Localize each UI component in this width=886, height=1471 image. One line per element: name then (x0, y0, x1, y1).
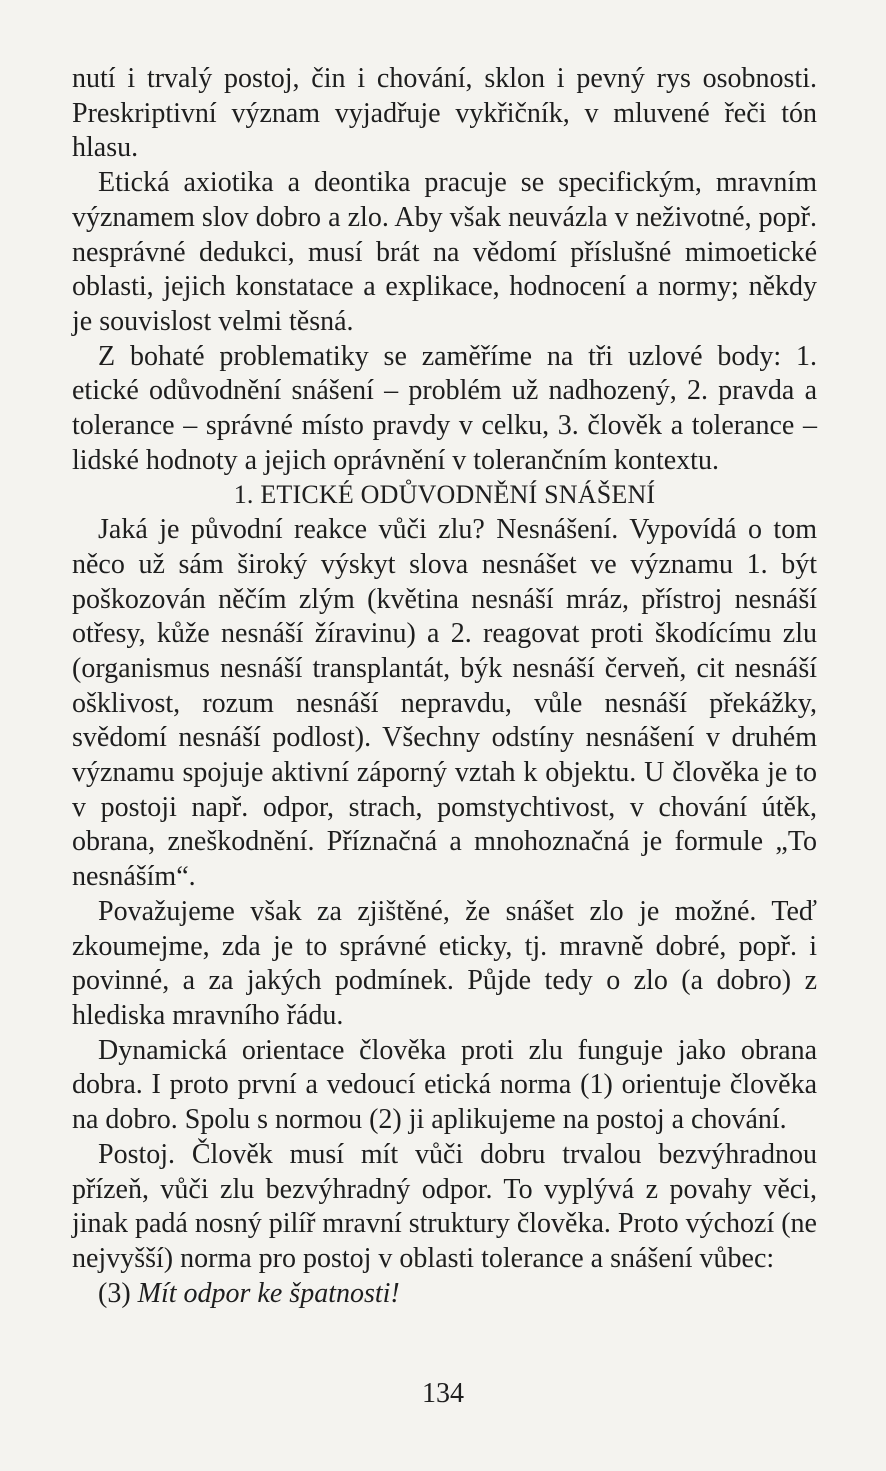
paragraph-original-reaction: Jaká je původní reakce vůči zlu? Nesnášení. Vypovídá o tom něco už sám široký výskyt slova nesnášet ve významu 1. být poškozován něčím zlým (květina nesnáší mráz, přístroj nesnáší otřesy, kůže nesnáší žíravinu) a 2. reagovat proti škodícímu zlu (organismus nesnáší transplantát, býk nesnáší červeň, cit nesnáší ošklivost, rozum nesnáší nepravdu, vůle nesnáší překážky, svědomí nesnáší podlost). Všechny odstíny nesnášení v druhém významu spojuje aktivní záporný vztah k objektu. U člověka je to v postoji např. odpor, strach, pomstychtivost, v chování útěk, obrana, zneškodnění. Příznačná a mnohoznačná je formule „To nesnáším“. (72, 514, 817, 893)
paragraph-continuation: nutí i trvalý postoj, čin i chování, sklon i pevný rys osobnosti. Preskriptivní význam vyjadřuje vykřičník, v mluvené řeči tón hlasu. (72, 63, 817, 164)
section-heading: 1. ETICKÉ ODŮVODNĚNÍ SNÁŠENÍ (233, 480, 656, 510)
norm-text: Mít odpor ke špatnosti! (137, 1277, 400, 1309)
paragraph-attitude: Postoj. Člověk musí mít vůči dobru trvalou bezvýhradnou přízeň, vůči zlu bezvýhradný odpor. To vyplývá z povahy věci, jinak padá nosný pilíř mravní struktury člověka. Proto výchozí (ne nejvyšší) norma pro postoj v oblasti tolerance a snášení vůbec: (72, 1138, 817, 1274)
paragraph-tolerating-evil: Považujeme však za zjištěné, že snášet zlo je možné. Teď zkoumejme, zda je to správné eticky, tj. mravně dobré, popř. i povinné, a za jakých podmínek. Půjde tedy o zlo (a dobro) z hlediska mravního řádu. (72, 895, 817, 1031)
paragraph-dynamic-orientation: Dynamická orientace člověka proti zlu funguje jako obrana dobra. I proto první a vedoucí etická norma (1) orientuje člověka na dobro. Spolu s normou (2) ji aplikujeme na postoj a chování. (72, 1034, 817, 1136)
norm-statement (72, 1277, 817, 1312)
page-number: 134 (422, 1378, 464, 1409)
norm-number: (3) (98, 1277, 131, 1309)
page-body (72, 62, 817, 1311)
paragraph-problem-overview: Z bohaté problematiky se zaměříme na tři uzlové body: 1. etické odůvodnění snášení – problém už nadhozený, 2. pravda a tolerance – správné místo pravdy v celku, 3. člověk a tolerance – lidské hodnoty a jejich oprávnění v tolerančním kontextu. (72, 340, 817, 476)
paragraph-ethics-axiotics: Etická axiotika a deontika pracuje se specifickým, mravním významem slov dobro a zlo. Aby však neuvázla v neživotné, popř. nesprávné dedukci, musí brát na vědomí příslušné mimoetické oblasti, jejich konstatace a explikace, hodnocení a normy; někdy je souvislost velmi těsná. (72, 167, 817, 337)
